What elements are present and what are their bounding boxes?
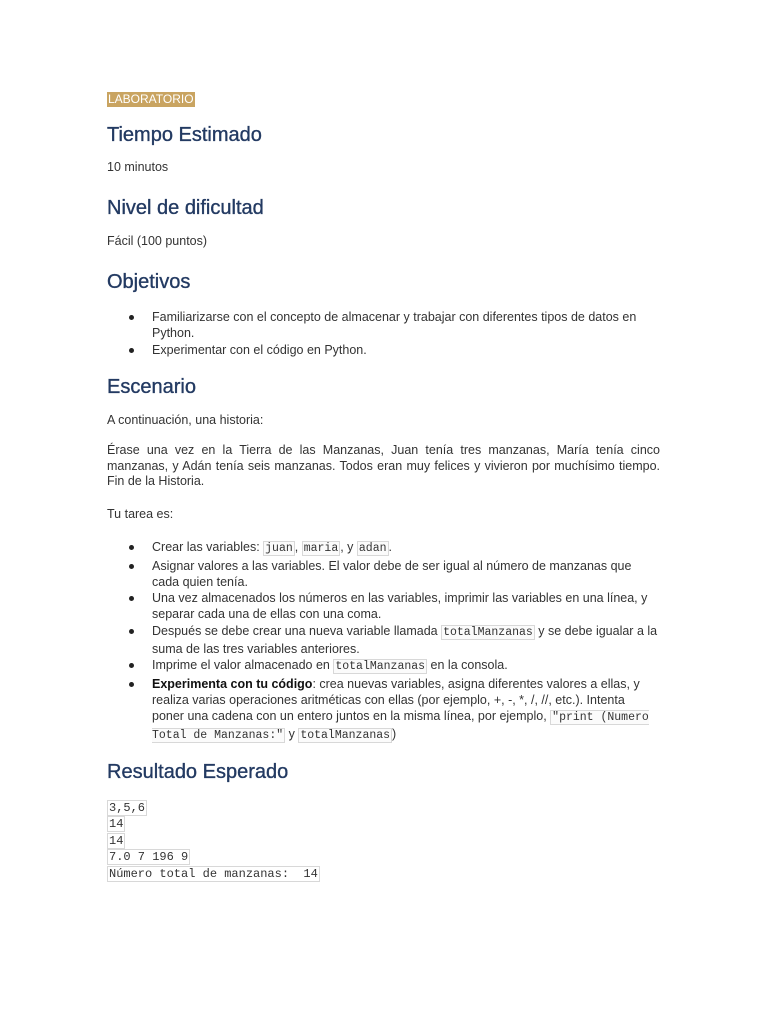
task-text: Imprime el valor almacenado en — [152, 658, 334, 672]
objetivos-list — [107, 309, 660, 358]
code-totalmanzanas: totalManzanas — [300, 728, 391, 742]
task-text: , y — [340, 540, 357, 554]
task-list — [107, 539, 660, 744]
task-text: Después se debe crear una nueva variable llamada — [152, 623, 442, 638]
escenario-story: Érase una vez en la Tierra de las Manzanas, Juan tenía tres manzanas, María tenía cinco manzanas, y Adán tenía seis manzanas. Todos eran muy felices y vivieron por muchísimo tiempo. Fin de la Historia. — [107, 443, 660, 488]
task-text: : crea nuevas variables, asigna diferentes valores a ellas, y realiza varias operaciones aritméticas con ellas (por ejemplo, +, -, *, /, //, etc.). Intenta poner una cadena con un entero juntos en la misma línea, por ejemplo, — [152, 676, 640, 723]
list-item — [107, 676, 660, 744]
task-text: y — [285, 726, 299, 741]
code-totalmanzanas: totalManzanas — [443, 625, 533, 639]
list-item — [107, 623, 660, 657]
objetivos-heading: Objetivos — [107, 271, 191, 293]
output-line: 3,5,6 — [109, 800, 146, 815]
task-text: y se debe igualar a la suma de las tres variables anteriores. — [152, 623, 658, 656]
list-item: Experimentar con el código en Python. — [107, 342, 660, 358]
code-juan: juan — [265, 542, 293, 555]
task-text: , — [294, 540, 302, 554]
nivel-heading: Nivel de dificultad — [107, 196, 264, 219]
task-text: Crear las variables: — [152, 540, 264, 554]
list-item: Asignar valores a las variables. El valor debe de ser igual al número de manzanas que cada quien tenía. — [107, 558, 660, 590]
list-item: Una vez almacenados los números en las variables, imprimir las variables en una línea, y separar cada una de ellas con una coma. — [107, 590, 660, 622]
tiempo-heading: Tiempo Estimado — [107, 124, 262, 146]
lab-content — [107, 90, 660, 882]
output-line: 14 — [109, 833, 124, 848]
code-totalmanzanas: totalManzanas — [335, 660, 426, 673]
task-intro: Tu tarea es: — [107, 506, 174, 521]
task-text: . — [388, 540, 392, 554]
code-maria: maria — [303, 542, 339, 555]
nivel-text: Fácil (100 puntos) — [107, 233, 208, 248]
list-item — [107, 539, 660, 557]
lab-tag: LABORATORIO — [108, 92, 194, 106]
escenario-heading: Escenario — [107, 375, 196, 398]
resultado-heading: Resultado Esperado — [107, 760, 289, 783]
escenario-intro: A continuación, una historia: — [107, 412, 264, 427]
task-text: ) — [392, 726, 397, 741]
code-print-example: "print (Numero Total de Manzanas:" — [152, 710, 649, 742]
output-line: 7.0 7 196 9 — [109, 850, 189, 864]
expected-output — [107, 800, 660, 883]
list-item: Familiarizarse con el concepto de almacenar y trabajar con diferentes tipos de datos en Python. — [107, 309, 660, 341]
list-item — [107, 657, 660, 675]
code-adan: adan — [358, 542, 387, 555]
output-line: Número total de manzanas: 14 — [109, 866, 318, 881]
task-bold: Experimenta con tu código — [152, 676, 313, 691]
task-text: en la consola. — [427, 658, 508, 672]
tiempo-text: 10 minutos — [107, 160, 169, 174]
output-line: 14 — [109, 817, 124, 831]
